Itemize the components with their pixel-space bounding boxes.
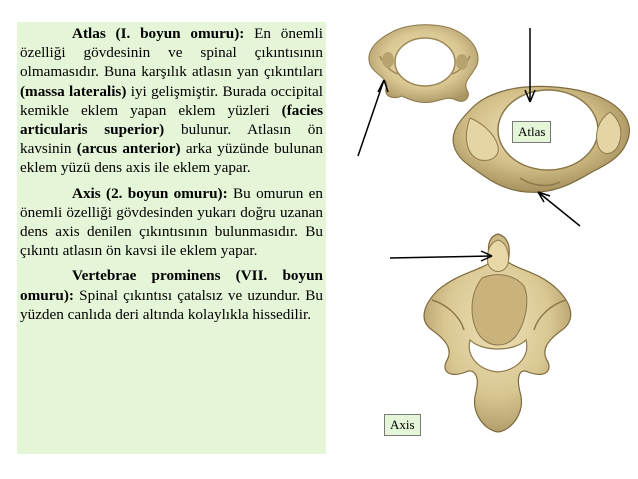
atlas-text-4: arka yüzünde bulunan eklem yüzü dens axis ile eklem yapar. — [20, 140, 324, 177]
prominens-heading: Vertebrae prominens (VII. boyun omuru): — [20, 267, 323, 304]
atlas-term-massa-lateralis: (massa lateralis) — [20, 82, 127, 100]
atlas-small-image — [369, 25, 478, 103]
axis-heading: Axis (2. boyun omuru): — [72, 184, 228, 202]
atlas-term-facies: (facies articularis superior) — [20, 101, 323, 139]
axis-label: Axis — [384, 414, 421, 436]
atlas-text-1: En önemli özelliği gövdesinin ve spinal çıkıntısının olmamasıdır. Buna karşılık atlasın yan çıkıntıları — [20, 25, 323, 81]
atlas-text-3: bulunur. Atlasın ön kavsinin — [20, 121, 323, 158]
axis-text: Bu omurun en önemli özelliği gövdesinden yukarı doğru uzanan dens axis denilen çıkıntısının bulunmasıdır. Bu çıkıntı atlasın ön kavsi ile eklem yapar. — [20, 184, 323, 260]
axis-image — [424, 234, 571, 432]
atlas-text-2: iyi gelişmiştir. Burada occipital kemikle eklem yapan eklem yüzleri — [20, 82, 323, 119]
atlas-label: Atlas — [512, 121, 551, 143]
pointer-line-atlas-bottom — [538, 192, 580, 226]
pointer-line-small-atlas — [358, 80, 384, 156]
atlas-term-arcus-anterior: (arcus anterior) — [76, 140, 181, 158]
prominens-text: Spinal çıkıntısı çatalsız ve uzundur. Bu yüzden canlıda deri altında kolaylıkla hissedilir. — [20, 286, 323, 323]
pointer-line-dens — [390, 256, 492, 258]
atlas-heading: Atlas (I. boyun omuru): — [72, 25, 245, 42]
